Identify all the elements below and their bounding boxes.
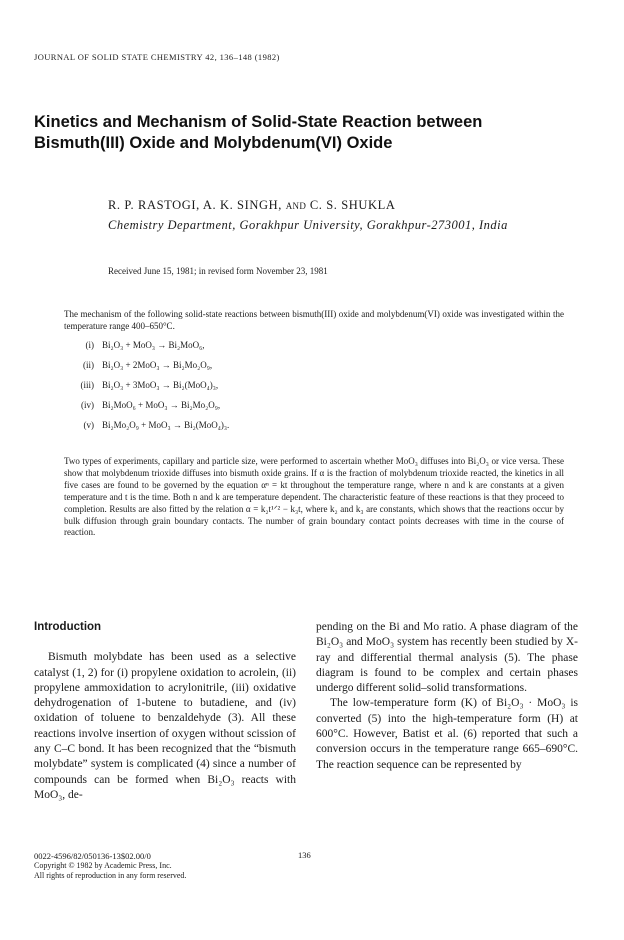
abstract xyxy=(64,308,564,435)
reaction-number: (i) xyxy=(85,339,94,350)
intro-paragraph-continued: pending on the Bi and Mo ratio. A phase diagram of the Bi₂O₃ and MoO₃ system has recently been studied by X-ray and differential thermal analysis (5). The phase diagram is found to be complex and certain phases undergo different solid–solid transformations. xyxy=(316,621,578,695)
reaction-formula: Bi₂Mo₂O₉ + MoO₃ → Bi₂(MoO₄)₃. xyxy=(102,419,230,430)
reaction-formula: Bi₂O₃ + 3MoO₃ → Bi₂(MoO₄)₃, xyxy=(102,379,219,390)
authors-part-1: R. P. RASTOGI, A. K. SINGH, xyxy=(108,198,282,212)
reaction-number: (iv) xyxy=(81,399,94,410)
rights-line: All rights of reproduction in any form reserved. xyxy=(34,871,187,880)
reaction-formula: Bi₂O₃ + 2MoO₃ → Bi₂Mo₂O₉, xyxy=(102,359,213,370)
authors-part-2: C. S. SHUKLA xyxy=(309,198,396,212)
reaction-equation xyxy=(64,355,564,375)
reaction-equation xyxy=(64,395,564,415)
reaction-equation xyxy=(64,335,564,355)
right-column xyxy=(316,620,578,773)
page-number: 136 xyxy=(298,850,311,860)
article-code: 0022-4596/82/050136-13$02.00/0 xyxy=(34,851,151,861)
reaction-number: (v) xyxy=(83,419,94,430)
paper-title xyxy=(34,112,594,154)
intro-paragraph-2: The low-temperature form (K) of Bi₂O₃ · MoO₃ is converted (5) into the high-temperature form (H) at 600°C. However, Batist et al. (6) reported that such a conversion occurs in the temperature range 665–690°C. The reaction sequence can be represented by xyxy=(316,697,578,771)
reaction-formula: Bi₂O₃ + MoO₃ → Bi₂MoO₆, xyxy=(102,339,205,350)
copyright-footer xyxy=(34,851,594,881)
title-line-2: Bismuth(III) Oxide and Molybdenum(VI) Oxide xyxy=(34,134,393,152)
reaction-number: (ii) xyxy=(83,359,94,370)
reaction-number: (iii) xyxy=(80,379,94,390)
reaction-formula: Bi₂MoO₆ + MoO₃ → Bi₂Mo₂O₉, xyxy=(102,399,221,410)
reaction-equation xyxy=(64,415,564,435)
abstract-intro: The mechanism of the following solid-state reactions between bismuth(III) oxide and molybdenum(VI) oxide was investigated within the temperature range 400–650°C. xyxy=(64,309,564,332)
title-line-1: Kinetics and Mechanism of Solid-State Reaction between xyxy=(34,113,483,131)
intro-paragraph-1: Bismuth molybdate has been used as a selective catalyst (1, 2) for (i) propylene oxidation to acrolein, (ii) propylene ammoxidation to acrylonitrile, (iii) oxidative dehydrogenation of 1-butene to butadiene, and (iv) oxidation of toluene to benzaldehyde (3). All these reactions involve insertion of oxygen without scission of any C–C bond. It has been recognized that the “bismuth molybdate” system is complicated (4) since a number of compounds can be formed when Bi₂O₃ reacts with MoO₃, de- xyxy=(34,651,296,801)
affiliation: Chemistry Department, Gorakhpur University, Gorakhpur-273001, India xyxy=(108,218,508,232)
reaction-equation xyxy=(64,375,564,395)
left-column xyxy=(34,620,296,803)
abstract-body: Two types of experiments, capillary and particle size, were performed to ascertain whether MoO₃ diffuses into Bi₂O₃ or vice versa. These show that molybdenum trioxide diffuses into bismuth oxide grains. If α is the fraction of molybdenum trioxide reacted, the kinetics in all five cases are found to be governed by the equation αⁿ = kt throughout the temperature range, where n and k are constants at a given temperature and t is the time. Both n and k are temperature dependent. The characteristic feature of these reactions is that they proceed to completion. Results are also fitted by the relation α = k₂t¹ᐟ² − k₃t, where k₂ and k₃ are constants, which shows that the reactions occur by bulk diffusion through grain boundary contacts. The number of grain boundary contact points decreases with time in the course of reaction. xyxy=(64,456,564,538)
section-heading-introduction: Introduction xyxy=(34,621,102,633)
journal-header: JOURNAL OF SOLID STATE CHEMISTRY 42, 136–148 (1982) xyxy=(34,52,280,62)
authors-and: AND xyxy=(285,201,307,211)
copyright-line: Copyright © 1982 by Academic Press, Inc. xyxy=(34,861,172,870)
received-date: Received June 15, 1981; in revised form November 23, 1981 xyxy=(108,266,328,276)
author-list xyxy=(108,198,396,213)
